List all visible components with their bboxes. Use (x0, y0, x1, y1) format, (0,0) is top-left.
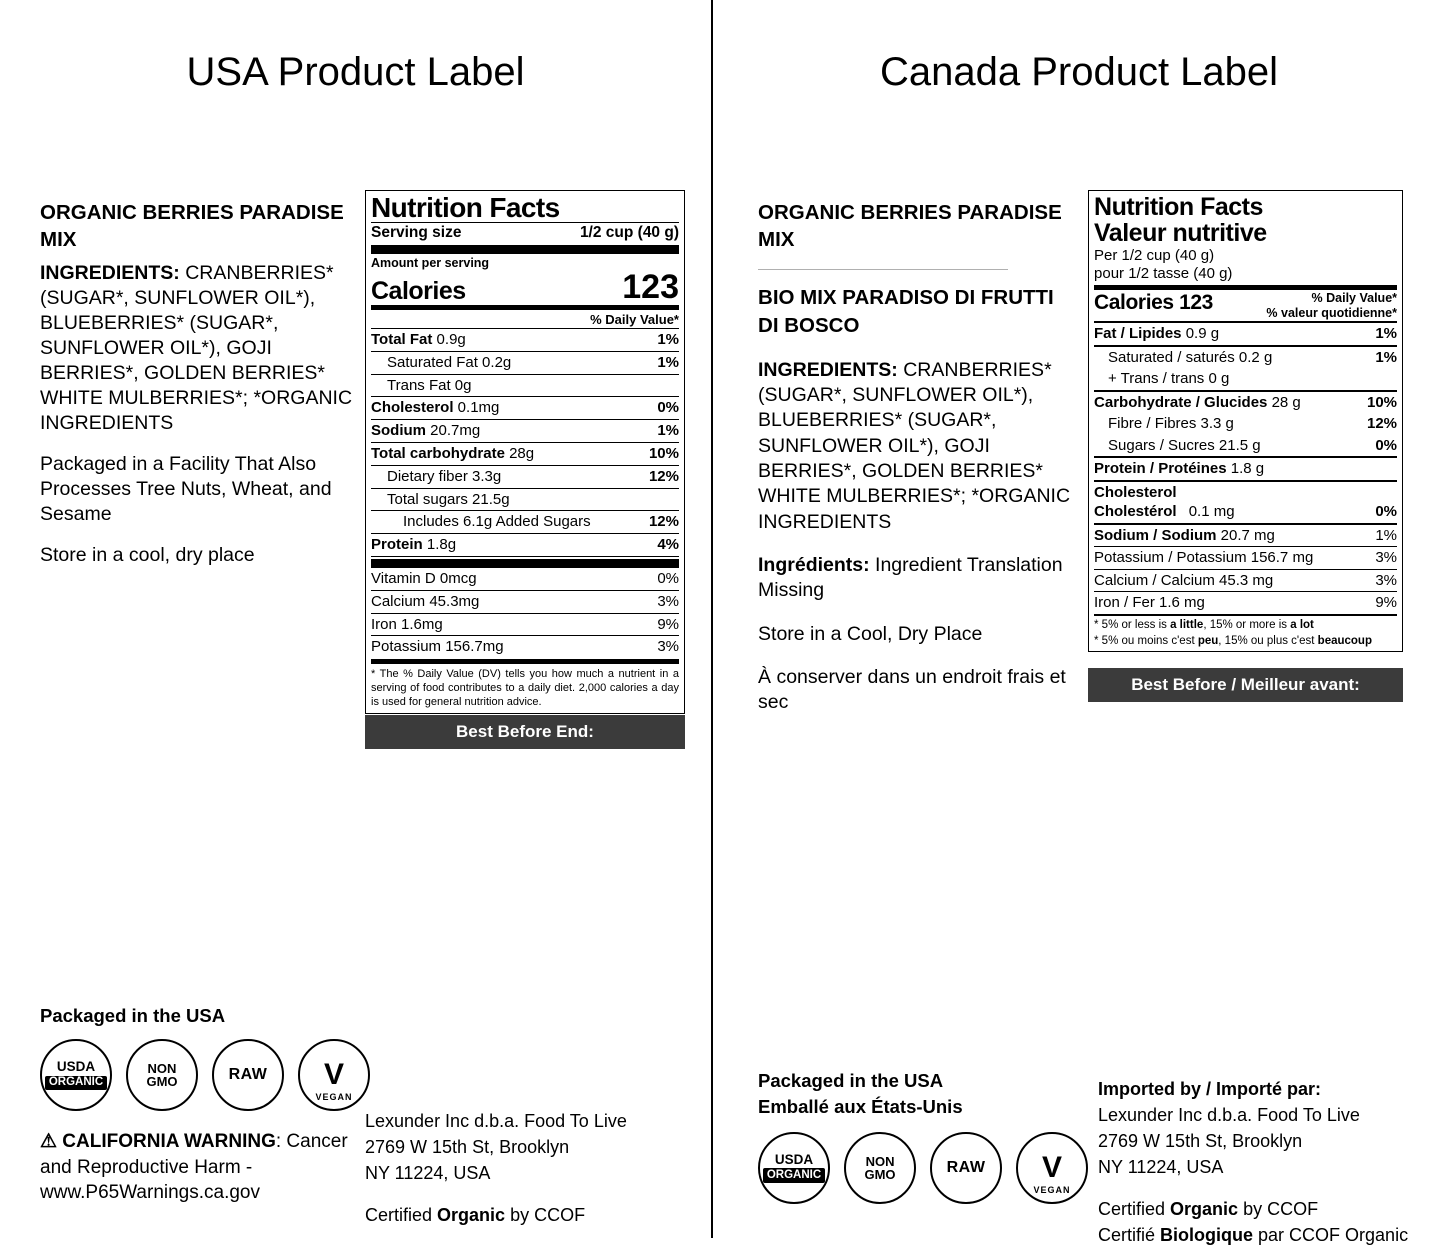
canada-nutrient-daily-value: 0% (1375, 436, 1398, 454)
canada-nutrient-daily-value: 9% (1375, 594, 1398, 611)
canada-cert-fr-pre: Certifié (1098, 1225, 1161, 1246)
usa-company-address (365, 1108, 627, 1228)
canada-nutrient-label: + Trans / trans 0 g (1108, 370, 1230, 387)
canada-calories-row (1094, 291, 1397, 321)
usa-storage-statement: Store in a cool, dry place (40, 543, 255, 566)
canada-nutrient-daily-value: 10% (1366, 393, 1398, 411)
nutrient-daily-value: 1% (657, 353, 679, 371)
canada-nutrient-daily-value: 1% (1375, 348, 1398, 366)
canada-dv-header-fr: % valeur quotidienne* (1266, 306, 1398, 320)
nutrient-daily-value: 1% (657, 331, 679, 348)
canada-company-name: Lexunder Inc d.b.a. Food To Live (1098, 1105, 1360, 1126)
canada-best-before-bar: Best Before / Meilleur avant: (1088, 668, 1403, 702)
canada-nutrient-label: Protein / Protéines 1.8 g (1094, 460, 1265, 477)
canada-fn-en-a: * 5% or less is (1094, 618, 1171, 631)
canada-cert-en-post: by CCOF (1238, 1199, 1319, 1220)
serving-size-label: Serving size (371, 224, 462, 241)
canada-nutrient-rows-1 (1094, 323, 1397, 482)
nutrient-daily-value: 12% (648, 513, 679, 531)
nutrient-label: Protein 1.8g (371, 536, 457, 554)
vitamin-label: Potassium 156.7mg (371, 638, 504, 656)
canada-fn-en-c: , 15% or more is (1203, 618, 1291, 631)
vitamin-daily-value: 0% (657, 569, 679, 587)
nutrient-label: Total carbohydrate 28g (371, 444, 535, 462)
canada-cert-en-pre: Certified (1098, 1199, 1171, 1220)
nutrient-row (371, 420, 679, 442)
canada-dv-header (1266, 291, 1397, 321)
calories-value: 123 (622, 268, 679, 306)
usa-company-name: Lexunder Inc d.b.a. Food To Live (365, 1111, 627, 1131)
canada-nutrition-facts-panel (1088, 190, 1403, 652)
nutrition-facts-heading: Nutrition Facts (371, 192, 560, 223)
canada-nutrient-daily-value: 3% (1375, 549, 1398, 566)
canada-cert-en-bold: Organic (1170, 1199, 1239, 1220)
vitamin-row (371, 591, 679, 613)
daily-value-footnote: * The % Daily Value (DV) tells you how much a nutrient in a serving of food contributes to a daily diet. 2,000 calories a day is used for general nutrition advice. (371, 668, 679, 708)
vegan-v-glyph: V (323, 1058, 344, 1091)
nutrient-row (371, 466, 679, 488)
canada-certified-en (1098, 1196, 1408, 1222)
usa-company-city: NY 11224, USA (365, 1163, 491, 1184)
canada-footnote-fr (1094, 632, 1397, 648)
canada-cholesterol-value: 0.1 mg (1188, 503, 1235, 520)
seal-line-2: GMO (146, 1074, 178, 1089)
usa-packaged-in: Packaged in the USA (40, 1005, 226, 1026)
vitamin-label: Calcium 45.3mg (371, 592, 480, 610)
canada-nutrient-daily-value: 1% (1375, 526, 1398, 544)
vegan-seal (298, 1039, 370, 1111)
raw-seal (212, 1039, 284, 1111)
canada-nutrient-label: Carbohydrate / Glucides 28 g (1094, 393, 1301, 411)
canada-nutrient-row (1094, 547, 1397, 569)
daily-value-header: % Daily Value* (590, 312, 679, 327)
canada-nutrient-row (1094, 368, 1397, 390)
serving-size-row (371, 223, 679, 243)
vitamin-daily-value: 9% (657, 615, 679, 633)
nutrient-daily-value: 12% (648, 467, 679, 485)
canada-importer-block (1098, 1076, 1408, 1249)
canada-storage-en: Store in a Cool, Dry Place (758, 622, 983, 645)
nutrient-row (371, 375, 679, 397)
canada-ingredients-fr-text: Ingredient Translation Missing (758, 554, 1063, 602)
vitamin-daily-value: 3% (657, 592, 679, 610)
canada-fn-fr-c: , 15% ou plus c'est (1218, 634, 1318, 647)
canada-cert-fr-bold: Biologique (1160, 1225, 1254, 1246)
vegan-seal (1016, 1132, 1088, 1204)
canada-nutrient-label: Fat / Lipides 0.9 g (1094, 325, 1220, 342)
usa-ingredients-label: INGREDIENTS: (40, 262, 180, 285)
usda-organic-seal (40, 1039, 112, 1111)
canada-nutrient-row (1094, 413, 1397, 435)
usa-company-street: 2769 W 15th St, Brooklyn (365, 1137, 570, 1158)
usa-nutrition-facts-panel (365, 190, 685, 714)
canada-nutrient-rows-2 (1094, 525, 1397, 614)
seal-line-2: GMO (864, 1166, 896, 1182)
canada-packaged-en: Packaged in the USA (758, 1070, 944, 1091)
canada-nutrient-row (1094, 570, 1397, 592)
usa-ingredients-text: CRANBERRIES* (SUGAR*, SUNFLOWER OIL*), BLUEBERRIES* (SUGAR*, SUNFLOWER OIL*), GOJI BERRIES*, GOLDEN BERRIES* WHITE MULBERRIES*; *ORGANIC INGREDIENTS (40, 262, 353, 434)
calories-row (371, 270, 679, 304)
nutrient-daily-value: 0% (657, 399, 679, 417)
canada-cert-fr-post: par CCOF Organic (1253, 1225, 1409, 1246)
canada-nutrient-label: Fibre / Fibres 3.3 g (1108, 415, 1234, 432)
canada-cholesterol-labels (1094, 483, 1235, 522)
usa-certification-seals (40, 1039, 700, 1111)
canada-packaged-fr: Emballé aux États-Unis (758, 1095, 963, 1117)
nutrient-label: Cholesterol 0.1mg (371, 399, 500, 417)
usa-text-column (40, 200, 355, 568)
nutrient-label: Dietary fiber 3.3g (387, 467, 502, 485)
nutrient-row (371, 397, 679, 419)
canada-nutrient-row (1094, 435, 1397, 457)
nutrient-daily-value: 10% (648, 444, 679, 462)
vitamin-label: Iron 1.6mg (371, 615, 443, 633)
canada-per-serving-en: Per 1/2 cup (40 g) (1094, 246, 1215, 264)
canada-nutrient-daily-value: 1% (1375, 325, 1398, 342)
canada-fn-fr-b: peu (1197, 634, 1219, 647)
canada-company-street: 2769 W 15th St, Brooklyn (1098, 1131, 1303, 1152)
seal-line-1: USDA (56, 1059, 96, 1074)
usa-certified-bold: Organic (437, 1205, 506, 1226)
canada-cholesterol-fr: Cholestérol (1094, 503, 1177, 520)
nutrient-row (371, 534, 679, 556)
canada-ingredients (758, 358, 1078, 535)
canada-name-separator (758, 269, 1008, 270)
vitamin-rows (371, 568, 679, 658)
canada-ingredients-text: CRANBERRIES* (SUGAR*, SUNFLOWER OIL*), BLUEBERRIES* (SUGAR*, SUNFLOWER OIL*), GOJI BERRIES*, GOLDEN BERRIES* WHITE MULBERRIES*; *ORGANIC INGREDIENTS (758, 358, 1071, 533)
nutrient-row (371, 511, 679, 533)
usa-ingredients (40, 261, 355, 436)
canada-text-column (758, 200, 1078, 716)
nutrient-label: Total sugars 21.5g (387, 490, 510, 508)
canada-nutrient-daily-value: 3% (1375, 571, 1398, 589)
vitamin-row (371, 568, 679, 590)
canada-cholesterol-row (1094, 482, 1397, 523)
seal-line-1: NON (865, 1153, 895, 1169)
seal-line-1: USDA (774, 1151, 814, 1167)
california-warning-text: : Cancer and Reproductive Harm - www.P65Warnings.ca.gov (40, 1131, 348, 1204)
canada-calories-label: Calories 123 (1094, 291, 1213, 314)
canada-fn-fr-d: beaucoup (1317, 634, 1372, 647)
nutrient-row (371, 352, 679, 374)
canada-nutrient-label: Sodium / Sodium 20.7 mg (1094, 526, 1275, 544)
seal-line-1: RAW (946, 1158, 986, 1176)
serving-size-value: 1/2 cup (40 g) (579, 224, 679, 241)
seal-line-2: ORGANIC (45, 1076, 107, 1091)
nutrient-label: Includes 6.1g Added Sugars (403, 513, 591, 531)
canada-ingredients-fr (758, 553, 1078, 604)
vitamin-row (371, 636, 679, 658)
canada-nutrient-label: Saturated / saturés 0.2 g (1108, 348, 1273, 366)
canada-company-city: NY 11224, USA (1098, 1157, 1224, 1178)
usa-certified-line (365, 1202, 627, 1228)
nutrient-label: Sodium 20.7mg (371, 422, 481, 440)
vitamin-label: Vitamin D 0mcg (371, 569, 477, 587)
nutrient-daily-value: 1% (657, 422, 679, 440)
nutrient-row (371, 443, 679, 465)
canada-nutrient-label: Sugars / Sucres 21.5 g (1108, 436, 1261, 454)
amount-per-serving-label: Amount per serving (371, 256, 490, 270)
canada-nutrient-label: Iron / Fer 1.6 mg (1094, 594, 1205, 611)
canada-cholesterol-en: Cholesterol (1094, 483, 1177, 501)
canada-panel (713, 0, 1445, 1246)
vitamin-daily-value: 3% (657, 638, 679, 656)
canada-nutrient-row (1094, 323, 1397, 345)
canada-nutrient-label: Calcium / Calcium 45.3 mg (1094, 571, 1274, 589)
nutrient-daily-value: 4% (657, 536, 679, 554)
nutrient-row (371, 329, 679, 351)
usa-best-before-bar: Best Before End: (365, 715, 685, 749)
canada-nutrition-heading-fr: Valeur nutritive (1094, 219, 1267, 248)
canada-footnote-en (1094, 616, 1397, 632)
usa-certified-pre: Certified (365, 1205, 438, 1226)
usa-page-title: USA Product Label (186, 50, 525, 94)
usa-product-name: ORGANIC BERRIES PARADISE MIX (40, 201, 344, 251)
canada-product-name-italian: BIO MIX PARADISO DI FRUTTI DI BOSCO (758, 286, 1054, 337)
canada-page-title: Canada Product Label (879, 50, 1279, 94)
nutrient-label: Trans Fat 0g (387, 376, 472, 394)
usa-allergen-statement: Packaged in a Facility That Also Processes Tree Nuts, Wheat, and Sesame (40, 452, 332, 525)
non-gmo-seal (844, 1132, 916, 1204)
california-warning (40, 1129, 370, 1206)
canada-nutrient-row (1094, 592, 1397, 614)
canada-nutrition-heading-en: Nutrition Facts (1094, 193, 1263, 221)
usda-organic-seal (758, 1132, 830, 1204)
usa-panel (0, 0, 711, 1238)
canada-certified-fr (1098, 1222, 1408, 1248)
canada-nutrient-row (1094, 347, 1397, 369)
seal-line-1: NON (147, 1061, 177, 1076)
canada-dv-header-en: % Daily Value* (1311, 291, 1398, 305)
nutrient-label: Saturated Fat 0.2g (387, 353, 512, 371)
canada-nutrient-label: Potassium / Potassium 156.7 mg (1094, 549, 1314, 566)
raw-seal (930, 1132, 1002, 1204)
canada-nutrient-row (1094, 525, 1397, 547)
california-warning-title: ⚠ CALIFORNIA WARNING (40, 1131, 276, 1152)
canada-nutrient-daily-value: 12% (1366, 415, 1398, 432)
canada-nutrient-row (1094, 392, 1397, 414)
nutrient-row (371, 489, 679, 511)
canada-storage-fr: À conserver dans un endroit frais et sec (758, 666, 1066, 714)
calories-label: Calories (371, 277, 466, 305)
canada-nutrient-row (1094, 458, 1397, 480)
nutrient-label: Total Fat 0.9g (371, 331, 466, 348)
canada-ingredients-label: INGREDIENTS: (758, 358, 898, 381)
vegan-v-glyph: V (1042, 1150, 1063, 1184)
canada-per-serving-fr: pour 1/2 tasse (40 g) (1094, 265, 1233, 283)
vegan-word: VEGAN (315, 1092, 353, 1102)
seal-line-2: ORGANIC (763, 1168, 825, 1183)
seal-line-1: RAW (228, 1066, 268, 1083)
non-gmo-seal (126, 1039, 198, 1111)
vegan-word: VEGAN (1033, 1184, 1071, 1195)
vitamin-row (371, 614, 679, 636)
canada-ingredients-fr-label: Ingrédients: (758, 554, 870, 577)
canada-imported-label: Imported by / Importé par: (1098, 1079, 1322, 1099)
canada-fn-en-d: a lot (1290, 618, 1314, 631)
canada-product-name: ORGANIC BERRIES PARADISE MIX (758, 201, 1062, 251)
canada-fn-en-b: a little (1170, 618, 1204, 631)
nutrient-rows (371, 329, 679, 557)
usa-certified-post: by CCOF (505, 1205, 586, 1226)
canada-cholesterol-dv: 0% (1375, 503, 1398, 520)
canada-fn-fr-a: * 5% ou moins c'est (1094, 634, 1198, 647)
